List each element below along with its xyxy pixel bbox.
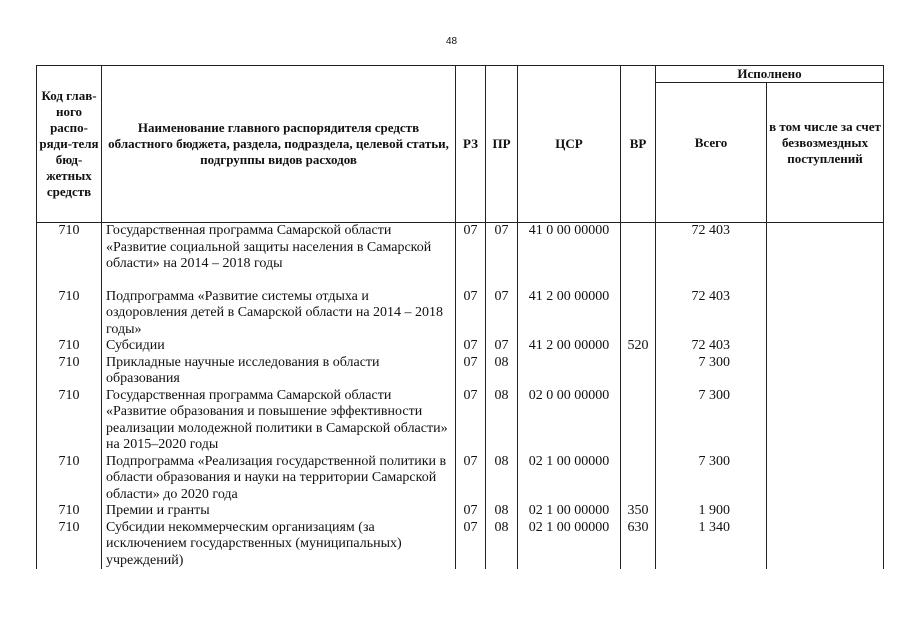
header-pr: ПР [486,66,518,223]
row-csr: 02 1 00 00000 [518,520,621,570]
table-row [37,520,884,570]
row-incl [767,388,884,454]
row-vr [621,388,656,454]
row-code: 710 [37,338,102,355]
row-total: 72 403 [656,338,767,355]
row-pr: 08 [486,355,518,388]
row-name: Премии и гранты [102,503,456,520]
header-executed: Исполнено [656,66,884,83]
row-name: Подпрограмма «Реализация государственной политики в области образования и науки на территории Самарской области» до 2020 года [102,454,456,504]
row-name: Прикладные научные исследования в области образования [102,355,456,388]
row-total: 72 403 [656,289,767,339]
header-name: Наименование главного распорядителя средств областного бюджета, раздела, подраздела, целевой статьи, подгруппы видов расходов [102,66,456,223]
row-pr: 07 [486,289,518,339]
row-incl [767,289,884,339]
row-incl [767,355,884,388]
row-code: 710 [37,388,102,454]
table-row [37,289,884,339]
row-code: 710 [37,454,102,504]
row-csr: 02 0 00 00000 [518,388,621,454]
row-vr: 520 [621,338,656,355]
header-csr: ЦСР [518,66,621,223]
row-total: 7 300 [656,454,767,504]
budget-table [36,65,884,569]
row-pr: 08 [486,454,518,504]
row-name: Государственная программа Самарской области «Развитие социальной защиты населения в Самарской области» на 2014 – 2018 годы [102,223,456,273]
row-vr: 630 [621,520,656,570]
row-pr: 07 [486,223,518,273]
header-total: Всего [656,83,767,223]
row-vr [621,454,656,504]
row-pr: 08 [486,388,518,454]
row-total: 1 340 [656,520,767,570]
row-name: Подпрограмма «Развитие системы отдыха и оздоровления детей в Самарской области на 2014 – 2018 годы» [102,289,456,339]
row-csr: 02 1 00 00000 [518,503,621,520]
header-incl: в том числе за счет безвозмездных поступлений [767,83,884,223]
row-total: 1 900 [656,503,767,520]
row-name: Субсидии некоммерческим организациям (за исключением государственных (муниципальных) учреждений) [102,520,456,570]
row-rz: 07 [456,388,486,454]
row-total: 7 300 [656,355,767,388]
table-row [37,223,884,273]
row-name: Государственная программа Самарской области «Развитие образования и повышение эффективности реализации молодежной политики в Самарской области» на 2015–2020 годы [102,388,456,454]
table-row [37,355,884,388]
table-row [37,503,884,520]
row-incl [767,520,884,570]
row-rz: 07 [456,503,486,520]
row-csr [518,355,621,388]
row-csr: 02 1 00 00000 [518,454,621,504]
row-pr: 08 [486,503,518,520]
row-incl [767,454,884,504]
row-incl [767,503,884,520]
row-vr: 350 [621,503,656,520]
row-incl [767,338,884,355]
row-incl [767,223,884,273]
row-rz: 07 [456,223,486,273]
header-rz: РЗ [456,66,486,223]
table-row [37,338,884,355]
row-vr [621,223,656,273]
row-spacer [37,273,884,289]
page-number: 48 [446,36,458,47]
row-code: 710 [37,503,102,520]
row-total: 7 300 [656,388,767,454]
row-rz: 07 [456,289,486,339]
row-pr: 07 [486,338,518,355]
row-code: 710 [37,223,102,273]
row-vr [621,289,656,339]
row-pr: 08 [486,520,518,570]
row-rz: 07 [456,520,486,570]
row-csr: 41 2 00 00000 [518,289,621,339]
row-vr [621,355,656,388]
row-rz: 07 [456,355,486,388]
header-vr: ВР [621,66,656,223]
table-row [37,388,884,454]
row-code: 710 [37,520,102,570]
table-row [37,454,884,504]
row-code: 710 [37,289,102,339]
row-total: 72 403 [656,223,767,273]
row-rz: 07 [456,338,486,355]
row-csr: 41 0 00 00000 [518,223,621,273]
row-name: Субсидии [102,338,456,355]
header-code: Код глав-ного распо-ряди-теля бюд-жетных средств [37,66,102,223]
row-rz: 07 [456,454,486,504]
row-code: 710 [37,355,102,388]
row-csr: 41 2 00 00000 [518,338,621,355]
